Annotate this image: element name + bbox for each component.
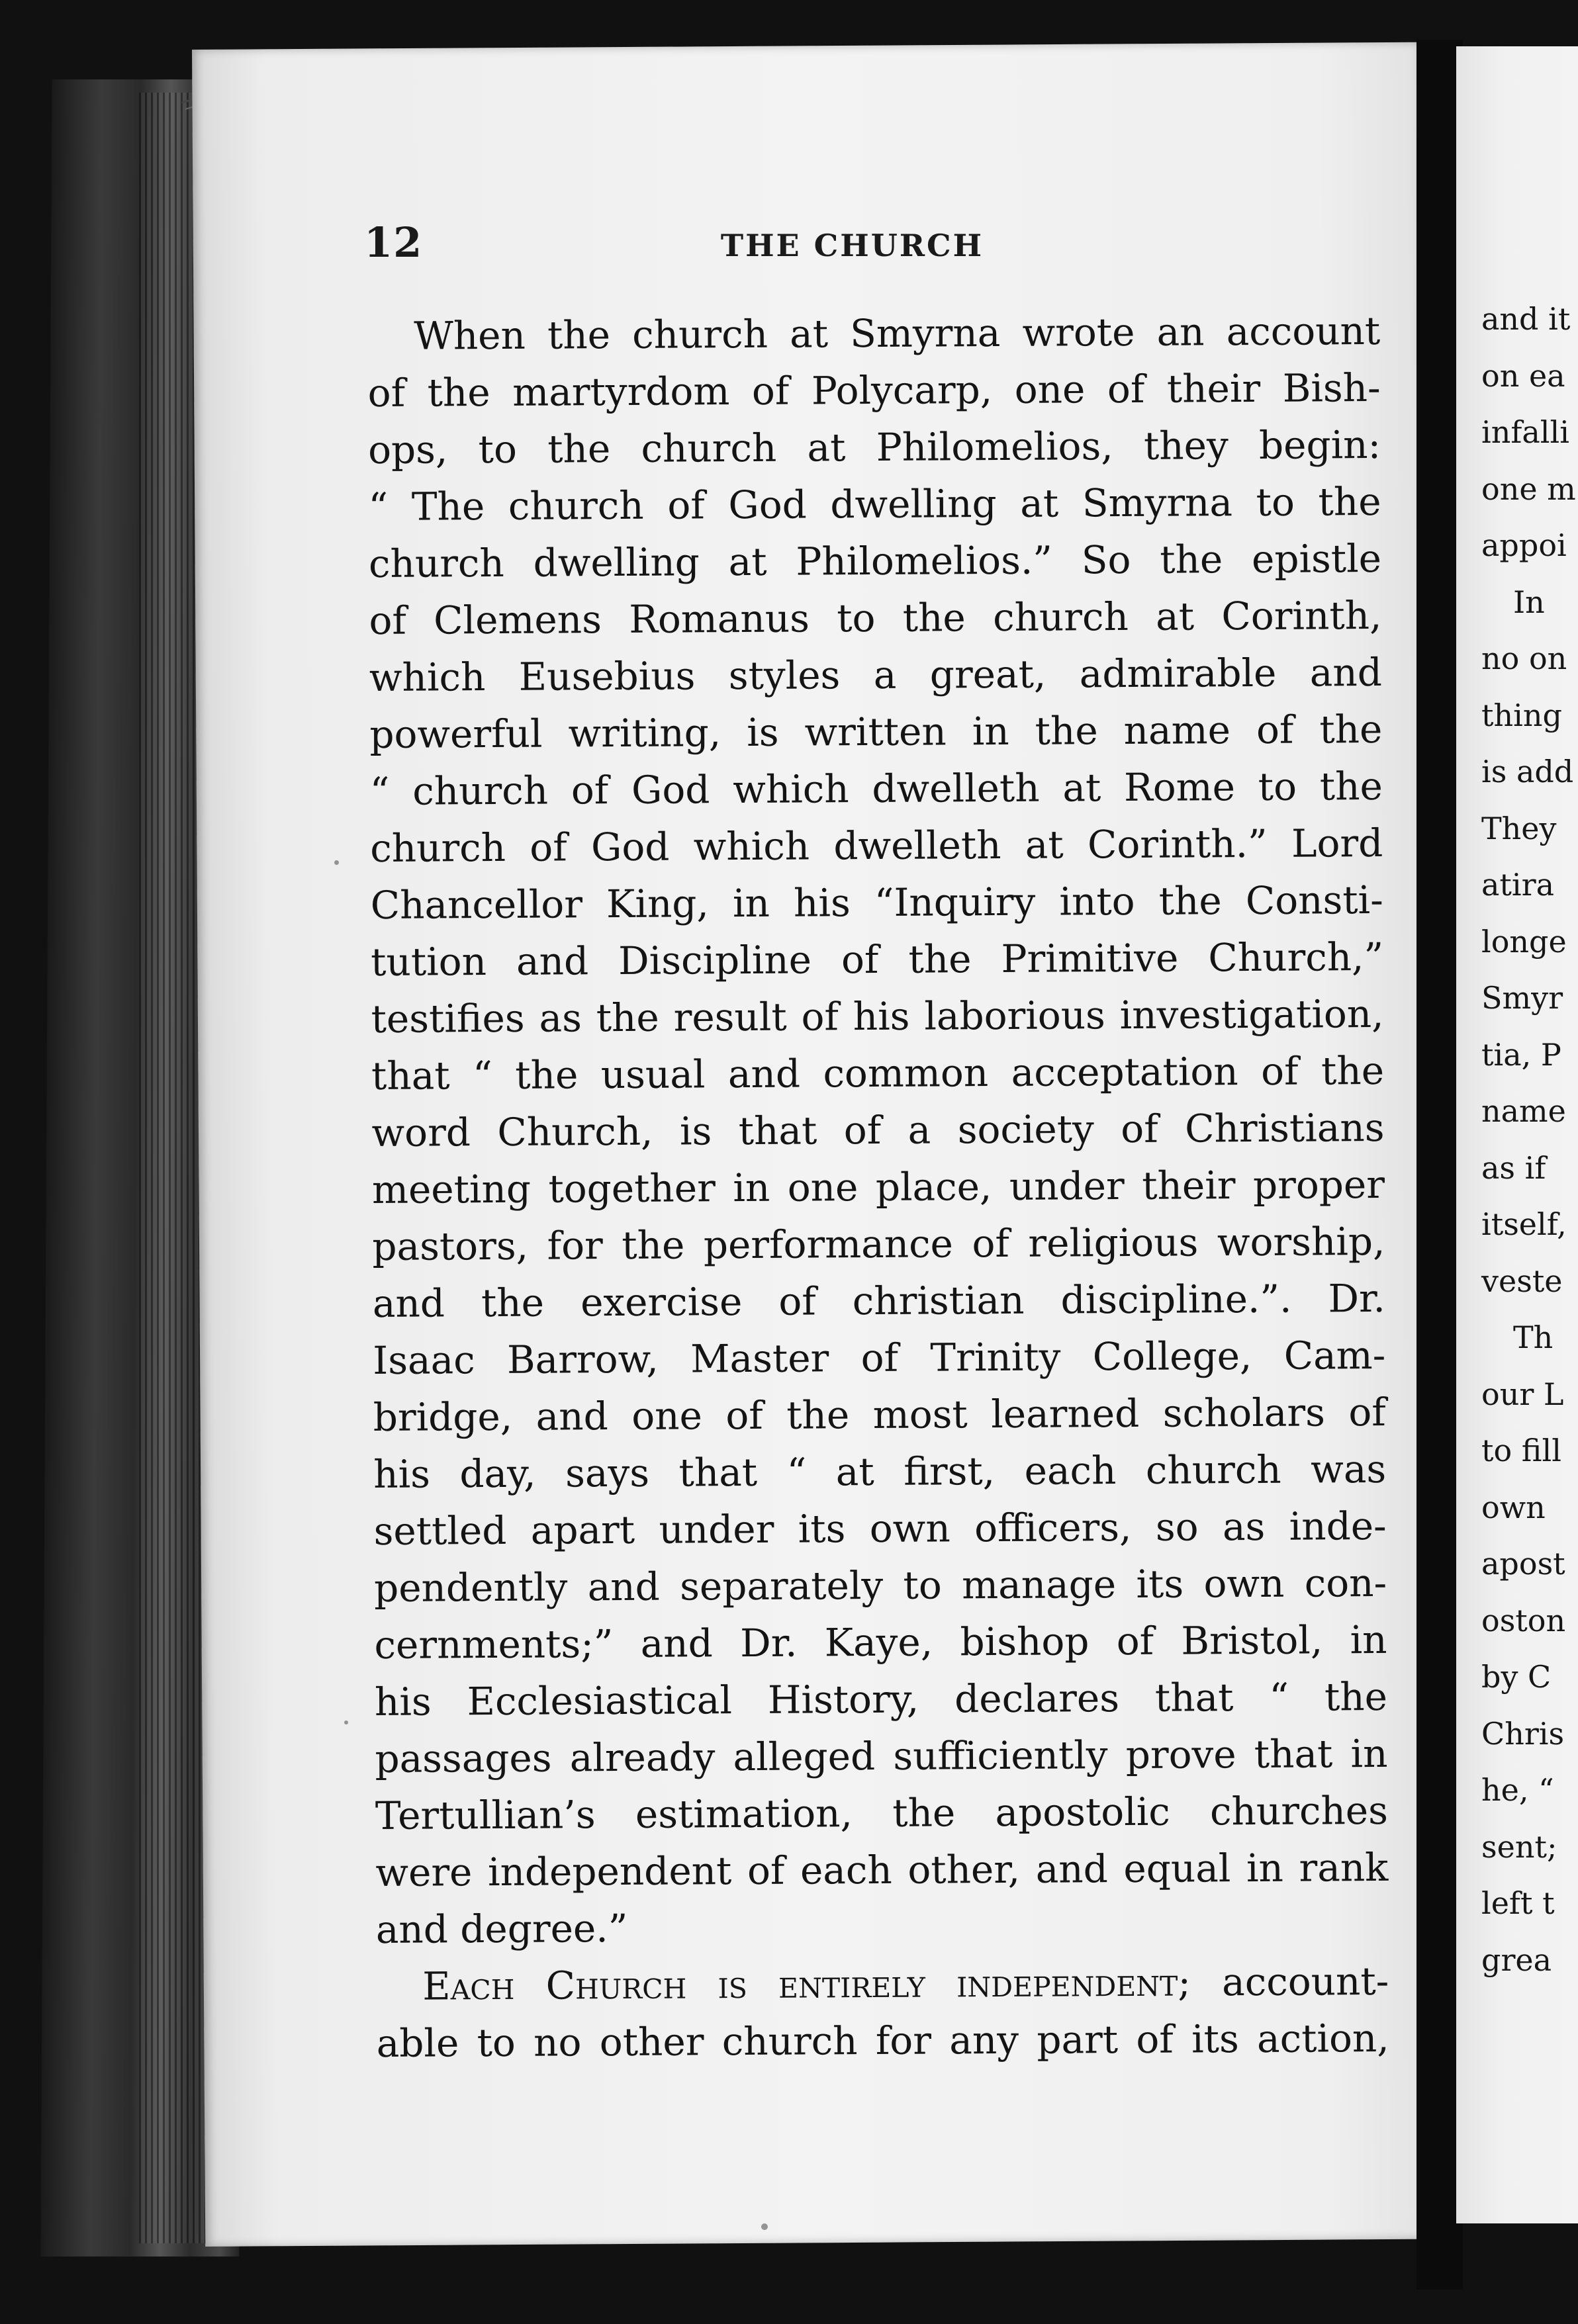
facing-line: our L: [1481, 1376, 1564, 1412]
running-title: THE CHURCH: [720, 228, 984, 263]
text-line: his day, says that “ at first, each church was: [373, 1446, 1387, 1497]
facing-line: In: [1513, 584, 1545, 620]
facing-line: Th: [1513, 1319, 1554, 1355]
facing-line: sent;: [1481, 1828, 1557, 1865]
facing-line: one m: [1481, 470, 1576, 507]
text-line: pendently and separately to manage its own con-: [373, 1560, 1387, 1611]
text-line: and degree.”: [375, 1905, 628, 1952]
final-line-rest: ; account-: [1178, 1958, 1389, 2005]
running-head: [364, 218, 1340, 271]
facing-line: veste: [1481, 1263, 1563, 1299]
facing-line: no on: [1481, 641, 1567, 676]
facing-line: thing: [1481, 697, 1562, 733]
facing-line: own: [1481, 1489, 1546, 1525]
facing-line: They: [1481, 810, 1557, 846]
text-line: When the church at Smyrna wrote an account: [414, 308, 1381, 359]
ink-speck: [344, 1721, 348, 1724]
facing-line: apost: [1481, 1546, 1565, 1582]
facing-line: itself,: [1481, 1206, 1567, 1242]
small-caps-lead: Each Church is entirely independent: [422, 1959, 1178, 2009]
final-paragraph-first-line: [376, 1953, 1389, 2015]
facing-line: grea: [1481, 1942, 1552, 1978]
facing-line: left t: [1481, 1885, 1555, 1921]
text-line: Tertullian’s estimation, the apostolic churches: [375, 1787, 1389, 1838]
ink-speck: [334, 860, 339, 865]
text-line: were independent of each other, and equal in rank: [375, 1844, 1389, 1895]
facing-line: Chris: [1481, 1715, 1565, 1752]
final-paragraph-second-line: able to no other church for any part of its action,: [376, 2015, 1389, 2066]
ink-speck: [761, 2223, 768, 2230]
facing-line: oston: [1481, 1602, 1566, 1638]
text-line: cernments;” and Dr. Kaye, bishop of Bristol, in: [374, 1617, 1387, 1668]
facing-line: tia, P: [1481, 1036, 1561, 1073]
text-line: which Eusebius styles a great, admirable and: [369, 649, 1383, 700]
text-line: ops, to the church at Philomelios, they begin:: [367, 422, 1381, 472]
main-text-block: [367, 302, 1389, 2072]
text-line: tution and Discipline of the Primitive Church,”: [371, 934, 1384, 985]
text-line: and the exercise of christian discipline.”. Dr.: [372, 1275, 1386, 1326]
facing-line: longe: [1481, 923, 1567, 960]
text-line: “ church of God which dwelleth at Rome to the: [369, 763, 1383, 814]
text-line: church dwelling at Philomelios.” So the epistle: [368, 535, 1382, 586]
page-number: 12: [364, 218, 423, 267]
text-line: word Church, is that of a society of Christians: [371, 1104, 1385, 1155]
facing-line: by C: [1481, 1659, 1552, 1695]
text-line: pastors, for the performance of religious worship,: [372, 1218, 1385, 1269]
text-line: church of God which dwelleth at Corinth.” Lord: [370, 820, 1383, 871]
text-line: bridge, and one of the most learned scholars of: [373, 1389, 1386, 1440]
facing-line: Smyr: [1481, 980, 1563, 1016]
facing-line: appoi: [1481, 527, 1567, 563]
facing-line: as if: [1481, 1149, 1546, 1186]
facing-line: name: [1481, 1093, 1566, 1129]
facing-line: he, “: [1481, 1772, 1554, 1808]
facing-line: infalli: [1481, 414, 1569, 450]
text-line: meeting together in one place, under their proper: [371, 1161, 1385, 1212]
text-line: settled apart under its own officers, so as inde-: [373, 1503, 1387, 1554]
text-line: “ The church of God dwelling at Smyrna to the: [368, 478, 1381, 529]
facing-line: is add: [1481, 754, 1574, 789]
text-line: that “ the usual and common acceptation of the: [371, 1048, 1385, 1098]
text-line: Isaac Barrow, Master of Trinity College, Cam-: [373, 1332, 1386, 1383]
facing-line: on ea: [1481, 357, 1565, 394]
text-line: testifies as the result of his laborious investigation,: [371, 991, 1384, 1042]
text-line: passages already alleged sufficiently prove that in: [375, 1730, 1388, 1781]
text-line: his Ecclesiastical History, declares that “ the: [374, 1674, 1388, 1724]
text-line: of the martyrdom of Polycarp, one of their Bish-: [367, 365, 1381, 416]
text-line: powerful writing, is written in the name of the: [369, 706, 1383, 757]
facing-line: and it: [1481, 301, 1571, 337]
text-line: of Clemens Romanus to the church at Corinth,: [369, 592, 1382, 643]
text-line: Chancellor King, in his “Inquiry into the Consti-: [370, 877, 1383, 928]
facing-line: to fill: [1481, 1433, 1561, 1468]
facing-page-text: [1481, 291, 1578, 1989]
facing-line: atira: [1481, 867, 1555, 903]
